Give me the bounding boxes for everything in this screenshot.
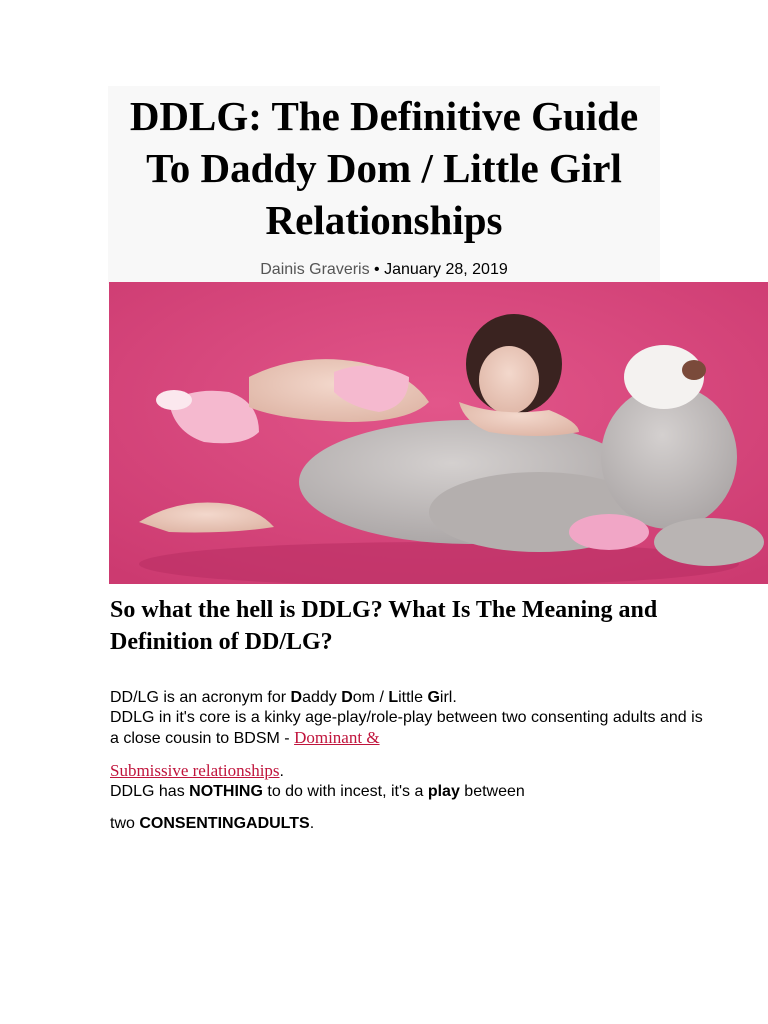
letter-l: L [388,689,399,706]
letter-d2: D [341,689,353,706]
word-addy: addy [302,689,342,706]
text-between: between [459,783,525,800]
section-heading: So what the hell is DDLG? What Is The Meaning and Definition of DD/LG? [110,597,658,655]
text-two: two [110,815,140,832]
letter-g: G [427,689,440,706]
byline-separator: • [369,261,385,278]
author-link[interactable]: Dainis Graveris [260,261,370,278]
acronym-definition [110,688,710,708]
word-ittle: ittle [398,689,428,706]
text-consenting-adults: CONSENTINGADULTS [139,815,310,832]
word-om: om / [352,689,389,706]
letter-d1: D [290,689,303,706]
article-title: DDLG: The Definitive Guide To Daddy Dom / Little Girl Relationships [129,93,639,243]
consenting-adults-line [110,814,710,834]
acronym-prefix: DD/LG is an acronym for [110,689,291,706]
link-continuation [110,760,710,783]
bdsm-relationships-link-cont[interactable]: Submissive relationships [110,761,280,780]
text-play: play [427,783,460,800]
period: . [279,763,284,780]
text-ddlg-has: DDLG has [110,783,190,800]
incest-clarification [110,782,710,802]
text-period: . [309,815,315,832]
core-text: DDLG in it's core is a kinky age-play/role-play between two consenting adults and is a close cousin to BDSM - [110,709,703,747]
hero-image [109,282,768,584]
core-description [110,708,710,749]
hero-illustration [109,282,768,584]
text-nothing: NOTHING [189,783,263,800]
word-irl: irl. [439,689,457,706]
publish-date: January 28, 2019 [384,261,508,278]
text-to-do-with: to do with incest, it's a [262,783,428,800]
bdsm-relationships-link[interactable]: Dominant & [294,728,380,747]
byline [108,259,660,281]
